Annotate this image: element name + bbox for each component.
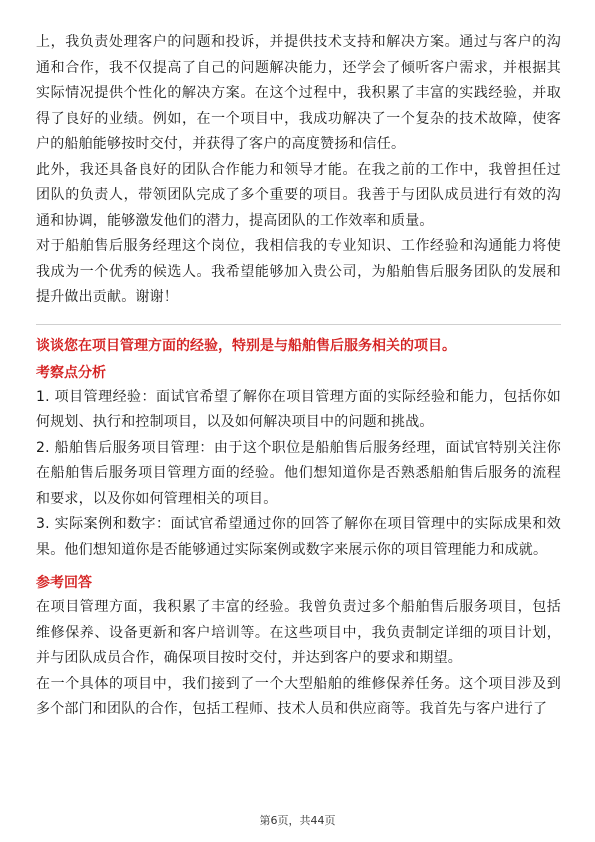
intro-paragraph-3: 对于船舶售后服务经理这个岗位，我相信我的专业知识、工作经验和沟通能力将使我成为一个优秀的候选人。我希望能够加入贵公司，为船舶售后服务团队的发展和提升做出贡献。谢谢！ — [36, 238, 561, 305]
answer-heading: 参考回答 — [36, 575, 92, 591]
intro-paragraph-1: 上，我负责处理客户的问题和投诉，并提供技术支持和解决方案。通过与客户的沟通和合作，我不仅提高了自己的问题解决能力，还学会了倾听客户需求，并根据其实际情况提供个性化的解决方案。在这个过程中，我积累了丰富的实践经验，并取得了良好的业绩。例如，在一个项目中，我成功解决了一个复杂的技术故障，使客户的船舶能够按时交付，并获得了客户的高度赞扬和信任。 — [36, 34, 561, 152]
analysis-heading: 考察点分析 — [36, 364, 106, 381]
answer-paragraph-1: 在项目管理方面，我积累了丰富的经验。我曾负责过多个船舶售后服务项目，包括维修保养、设备更新和客户培训等。在这些项目中，我负责制定详细的项目计划，并与团队成员合作，确保项目按时交付，并达到客户的要求和期望。 — [36, 599, 561, 666]
analysis-item-2: 2. 船舶售后服务项目管理：由于这个职位是船舶售后服务经理，面试官特别关注你在船舶售后服务项目管理方面的经验。他们想知道你是否熟悉船舶售后服务的流程和要求，以及你如何管理相关的项目。 — [36, 439, 561, 507]
interview-question: 谈谈您在项目管理方面的经验，特别是与船舶售后服务相关的项目。 — [36, 337, 456, 354]
section-divider — [36, 324, 561, 325]
page-number-footer: 第6页，共44页 — [259, 814, 336, 827]
analysis-item-3: 3. 实际案例和数字：面试官希望通过你的回答了解你在项目管理中的实际成果和效果。他们想知道你是否能够通过实际案例或数字来展示你的项目管理能力和成就。 — [36, 516, 561, 558]
intro-paragraph-2: 此外，我还具备良好的团队合作能力和领导才能。在我之前的工作中，我曾担任过团队的负责人，带领团队完成了多个重要的项目。我善于与团队成员进行有效的沟通和协调，能够激发他们的潜力，提高团队的工作效率和质量。 — [36, 161, 561, 229]
analysis-item-1: 1. 项目管理经验：面试官希望了解你在项目管理方面的实际经验和能力，包括你如何规划、执行和控制项目，以及如何解决项目中的问题和挑战。 — [36, 388, 561, 430]
answer-paragraph-2: 在一个具体的项目中，我们接到了一个大型船舶的维修保养任务。这个项目涉及到多个部门和团队的合作，包括工程师、技术人员和供应商等。我首先与客户进行了 — [36, 675, 561, 717]
document-page — [36, 30, 561, 723]
